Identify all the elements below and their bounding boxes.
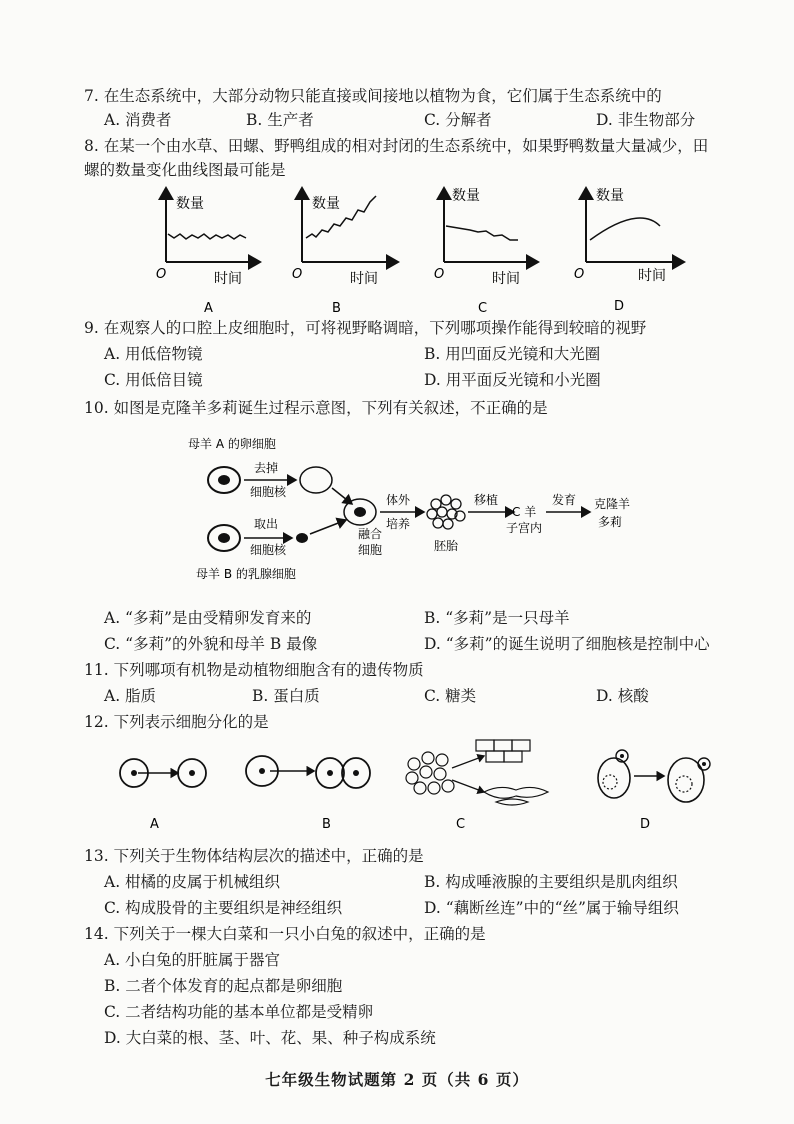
remove-label-bottom: 细胞核 [250,485,287,499]
q8-graph-c-xlabel: 时间 [492,271,520,287]
q14-option-a: A. 小白兔的肝脏属于器官 [104,951,281,969]
transplant-label: 移植 [474,493,499,507]
q7-option-d: D. 非生物部分 [596,111,696,129]
q7-option-a: A. 消费者 [104,111,172,129]
q8-graphs [0,180,794,320]
q14-option-c: C. 二者结构功能的基本单位都是受精卵 [104,1003,374,1021]
q9-option-b: B. 用凹面反光镜和大光圈 [424,345,601,363]
q8-graph-c-ylabel: 数量 [452,188,480,204]
enucleated-egg [300,467,332,493]
q8-graph-c-origin: O [434,267,445,282]
q12-stem: 12. 下列表示细胞分化的是 [84,713,269,731]
take-label-bottom: 细胞核 [250,543,287,557]
q13-option-c: C. 构成股骨的主要组织是神经组织 [104,899,343,917]
clone-label-2: 多莉 [598,515,623,529]
q12-figures [0,736,794,836]
q8-stem-line2: 螺的数量变化曲线图最可能是 [84,161,286,179]
q8-graph-d-origin: O [574,267,585,282]
q7-option-c: C. 分解者 [424,111,492,129]
q7-option-b: B. 生产者 [246,111,314,129]
q8-stem-line1: 8. 在某一个由水草、田螺、野鸭组成的相对封闭的生态系统中，如果野鸭数量大量减少，田 [84,137,709,155]
sheep-c-label-top: C 羊 [512,505,537,519]
q10-option-c: C. “多莉”的外貌和母羊 B 最像 [104,635,318,653]
q8-graph-a-ylabel: 数量 [176,196,204,212]
embryo-label: 胚胎 [434,539,459,553]
fused-label-2: 细胞 [358,543,383,557]
mammary-nucleus [218,533,230,543]
q8-graph-a [156,188,260,316]
clone-label-1: 克隆羊 [594,497,631,511]
q12-figure-a [120,759,206,832]
q13-option-a: A. 柑橘的皮属于机械组织 [104,873,281,891]
q12-figure-d [598,750,710,832]
q14-stem: 14. 下列关于一棵大白菜和一只小白兔的叙述中，正确的是 [84,925,486,943]
q13-stem: 13. 下列关于生物体结构层次的描述中，正确的是 [84,847,424,865]
q9-stem: 9. 在观察人的口腔上皮细胞时，可将视野略调暗，下列哪项操作能得到较暗的视野 [84,319,647,337]
q12-figure-c [406,740,548,832]
q10-option-d: D. “多莉”的诞生说明了细胞核是控制中心 [424,635,710,653]
q9-option-d: D. 用平面反光镜和小光圈 [424,371,601,389]
q11-option-a: A. 脂质 [104,687,157,705]
remove-label-top: 去掉 [254,461,279,475]
q9-option-c: C. 用低倍目镜 [104,371,203,389]
q8-graph-c [434,187,538,316]
q11-option-d: D. 核酸 [596,687,649,705]
q11-option-b: B. 蛋白质 [252,687,320,705]
q10-stem: 10. 如图是克隆羊多莉诞生过程示意图，下列有关叙述，不正确的是 [84,399,548,417]
svg-text:A: A [150,817,159,832]
embryo-cluster [427,495,465,529]
q14-option-d: D. 大白菜的根、茎、叶、花、果、种子构成系统 [104,1029,436,1047]
q8-graph-b-xlabel: 时间 [350,271,378,287]
q8-graph-a-origin: O [156,267,167,282]
mammary-cell-label: 母羊 B 的乳腺细胞 [196,567,296,581]
svg-text:B: B [322,817,331,832]
egg-cell-label: 母羊 A 的卵细胞 [188,437,276,451]
take-label-top: 取出 [254,517,279,531]
q8-graph-b-origin: O [292,267,303,282]
page-footer: 七年级生物试题第 2 页（共 6 页） [265,1070,529,1089]
culture-label-bottom: 培养 [386,517,411,531]
q8-graph-d-xlabel: 时间 [638,268,666,284]
q10-clone-diagram [0,428,794,588]
svg-text:D: D [640,817,651,832]
svg-text:C: C [456,817,466,832]
q8-graph-b [292,188,398,316]
q8-graph-a-label: A [204,301,213,316]
q14-option-b: B. 二者个体发育的起点都是卵细胞 [104,977,343,995]
develop-label: 发育 [552,493,577,507]
q7-stem: 7. 在生态系统中，大部分动物只能直接或间接地以植物为食，它们属于生态系统中的 [84,87,662,105]
q8-graph-d-label: D [614,299,625,314]
sheep-c-label-bottom: 子宫内 [506,521,543,535]
q8-graph-c-label: C [478,301,488,316]
q10-option-b: B. “多莉”是一只母羊 [424,609,570,627]
q11-option-c: C. 糖类 [424,687,477,705]
q8-graph-d-ylabel: 数量 [596,188,624,204]
q12-figure-b [246,756,370,832]
fused-label-1: 融合 [358,527,383,541]
egg-nucleus [218,475,230,485]
q9-option-a: A. 用低倍物镜 [104,345,203,363]
q8-graph-b-label: B [332,301,341,316]
q8-graph-b-ylabel: 数量 [312,196,340,212]
q8-graph-a-xlabel: 时间 [214,271,242,287]
q13-option-b: B. 构成唾液腺的主要组织是肌肉组织 [424,873,678,891]
q10-option-a: A. “多莉”是由受精卵发育来的 [104,609,312,627]
q11-stem: 11. 下列哪项有机物是动植物细胞含有的遗传物质 [84,661,424,679]
q8-graph-d [574,187,684,314]
culture-label-top: 体外 [386,493,411,507]
extracted-nucleus [296,533,308,543]
q13-option-d: D. “藕断丝连”中的“丝”属于输导组织 [424,899,679,917]
